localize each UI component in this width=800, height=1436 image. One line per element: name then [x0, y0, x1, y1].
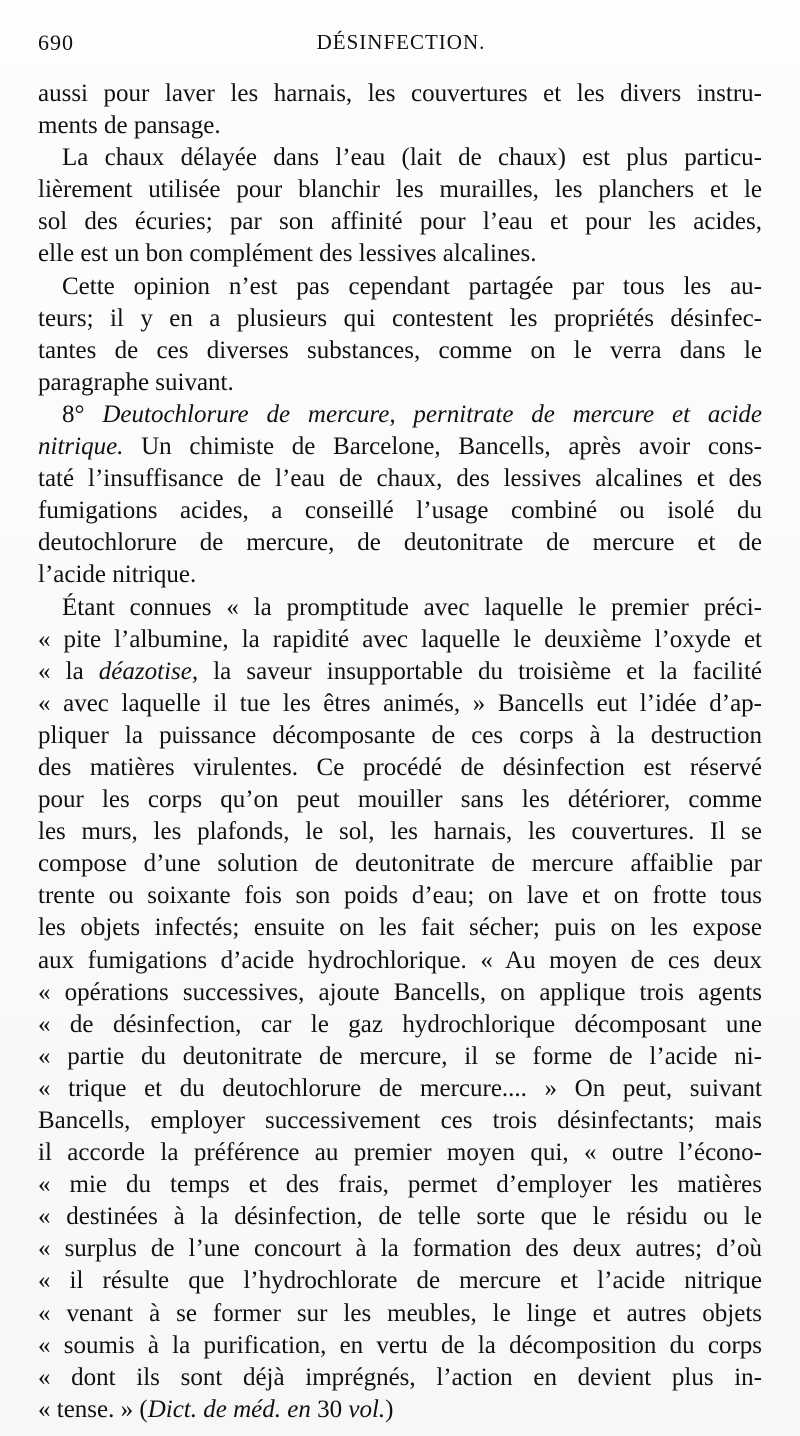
section-title-end: nitrique. [38, 433, 124, 461]
text-line: elle est un bon complément des lessives alcalines. [38, 240, 537, 268]
text-line [38, 656, 762, 688]
text-line: « surplus de l’une concourt à la formation des deux autres; d’où [38, 1235, 762, 1263]
text-line: « de désinfection, car le gaz hydrochlorique décomposant une [38, 1010, 762, 1038]
text-line: « pite l’albumine, la rapidité avec laquelle le deuxième l’oxyde et [38, 625, 762, 653]
body-text [38, 78, 762, 1426]
text-line: « mie du temps et des frais, permet d’employer les matières [38, 1171, 762, 1199]
text-line: « dont ils sont déjà imprégnés, l’action en devient plus in- [38, 1363, 762, 1391]
citation-volume: vol. [348, 1395, 386, 1423]
text-line: « partie du deutonitrate de mercure, il se forme de l’acide ni- [38, 1042, 762, 1070]
section-title: Deutochlorure de mercure, pernitrate de mercure et acide [102, 400, 763, 428]
text-line: Cette opinion n’est pas cependant partagée par tous les au- [62, 272, 762, 300]
text-segment: la saveur insupportable du troisième et la facilité [198, 657, 762, 685]
text-line: aux fumigations d’acide hydrochlorique. « Au moyen de ces deux [38, 946, 762, 974]
text-line: tantes de ces diverses substances, comme on le verra dans le [38, 336, 762, 364]
citation-source: Dict. de méd. en [147, 1395, 311, 1423]
text-line: Bancells, employer successivement ces trois désinfectants; mais [38, 1107, 762, 1134]
text-line: compose d’une solution de deutonitrate de mercure affaiblie par [38, 850, 762, 878]
text-line: trente ou soixante fois son poids d’eau; on lave et on frotte tous [38, 882, 762, 910]
text-line: les murs, les plafonds, le sol, les harnais, les couvertures. Il se [38, 818, 762, 846]
text-segment: 30 [310, 1395, 349, 1423]
text-segment: « la [38, 657, 99, 685]
section-number: 8° [62, 400, 103, 428]
text-line: deutochlorure de mercure, de deutonitrate de mercure et de [38, 529, 762, 557]
page-header [38, 30, 764, 66]
text-line: « destinées à la désinfection, de telle sorte que le résidu ou le [38, 1203, 762, 1231]
text-line: les objets infectés; ensuite on les fait sécher; puis on les expose [38, 914, 762, 942]
text-segment: « tense. » ( [38, 1395, 148, 1423]
text-line: Étant connues « la promptitude avec laquelle le premier préci- [62, 593, 762, 621]
text-line: aussi pour laver les harnais, les couvertures et les divers instru- [38, 80, 762, 107]
text-line: « il résulte que l’hydrochlorate de mercure et l’acide nitrique [38, 1267, 762, 1295]
text-line: l’acide nitrique. [38, 561, 197, 589]
running-title: DÉSINFECTION. [316, 30, 486, 54]
italic-term: déazotise, [98, 657, 199, 685]
text-line: des matières virulentes. Ce procédé de désinfection est réservé [38, 753, 762, 781]
text-segment: Un chimiste de Barcelone, Bancells, après avoir cons- [123, 433, 762, 461]
text-line: teurs; il y en a plusieurs qui contestent les propriétés désinfec- [38, 304, 762, 332]
text-line: La chaux délayée dans l’eau (lait de chaux) est plus particu- [62, 144, 762, 172]
text-line: pliquer la puissance décomposante de ces corps à la destruction [38, 721, 762, 749]
text-line: sol des écuries; par son affinité pour l’eau et pour les acides, [38, 208, 762, 236]
page-number: 690 [38, 30, 74, 55]
text-line [38, 431, 762, 463]
text-line: « soumis à la purification, en vertu de la décomposition du corps [38, 1331, 762, 1359]
citation-line [38, 1394, 762, 1426]
text-line: pour les corps qu’on peut mouiller sans les détériorer, comme [38, 786, 762, 814]
text-line: ments de pansage. [38, 112, 221, 140]
text-line: « avec laquelle il tue les êtres animés, » Bancells eut l’idée d’ap- [38, 689, 762, 717]
section-heading-line [38, 399, 762, 431]
text-line: il accorde la préférence au premier moyen qui, « outre l’écono- [38, 1139, 762, 1167]
text-line: paragraphe suivant. [38, 368, 234, 396]
text-line: taté l’insuffisance de l’eau de chaux, des lessives alcalines et des [38, 465, 762, 493]
text-line: « venant à se former sur les meubles, le linge et autres objets [38, 1299, 762, 1327]
text-line: « opérations successives, ajoute Bancells, on applique trois agents [38, 978, 762, 1006]
text-line: lièrement utilisée pour blanchir les murailles, les planchers et le [38, 176, 762, 204]
text-line: « trique et du deutochlorure de mercure.... » On peut, suivant [38, 1074, 762, 1102]
text-line: fumigations acides, a conseillé l’usage combiné ou isolé du [38, 497, 762, 525]
text-segment: ) [385, 1395, 394, 1423]
